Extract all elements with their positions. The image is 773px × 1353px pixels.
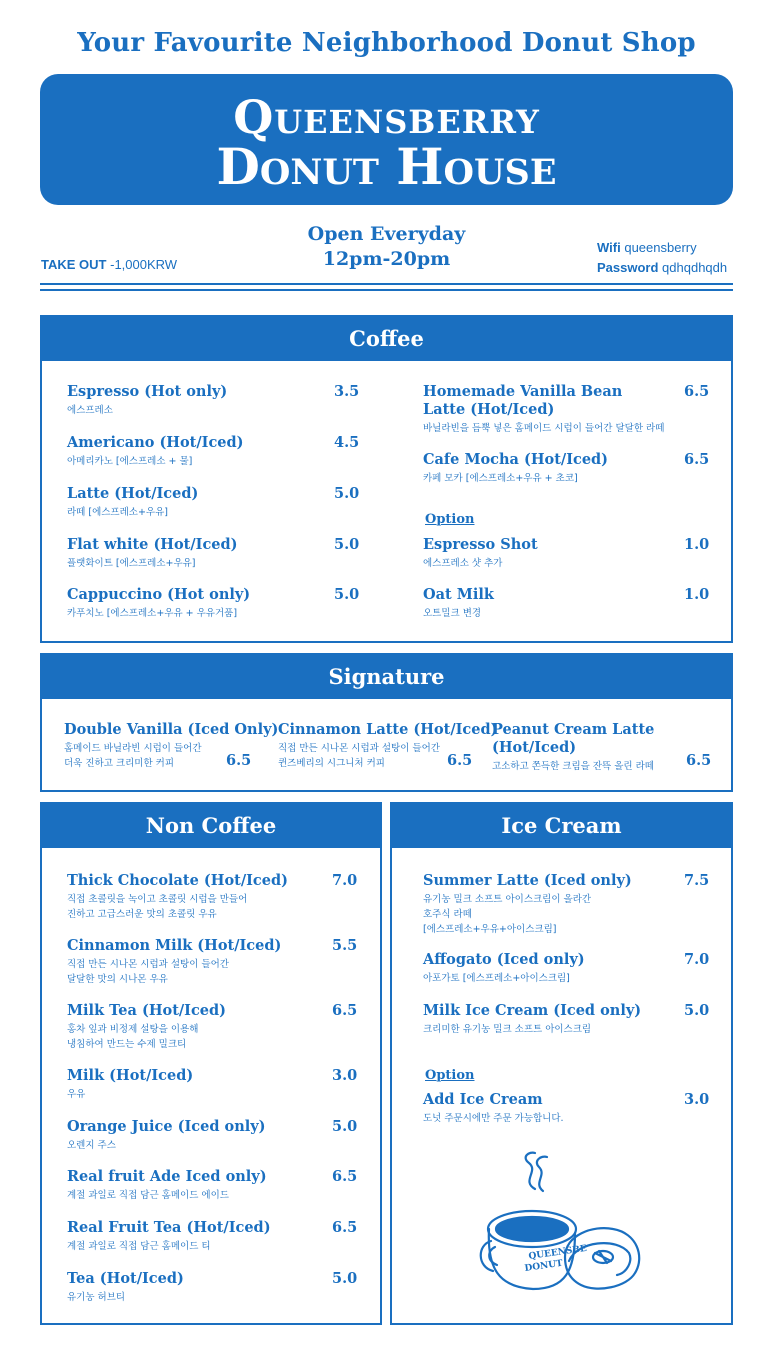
- menu-item: [423, 586, 494, 621]
- item-desc: 직접 만든 시나몬 시럽과 설탕이 들어간: [278, 743, 440, 754]
- takeout-value: -1,000KRW: [110, 257, 178, 272]
- menu-item: [67, 586, 250, 621]
- item-name: Orange Juice (Iced only): [67, 1118, 266, 1135]
- item-desc: 냉침하여 만드는 수제 밀크티: [67, 1039, 187, 1050]
- item-name: Affogato (Iced only): [423, 951, 585, 968]
- cup-text-2: DONUT: [524, 1258, 564, 1274]
- brand-banner: [40, 74, 733, 205]
- non-coffee-title: Non Coffee: [42, 804, 380, 848]
- item-desc: [에스프레소+우유+아이스크림]: [423, 924, 557, 935]
- item-name: Americano (Hot/Iced): [67, 434, 244, 451]
- item-desc: 카푸치노 [에스프레소+우유 + 우유거품]: [67, 608, 238, 619]
- item-price: 7.0: [684, 951, 710, 968]
- item-price: 3.5: [334, 383, 360, 400]
- menu-item: [423, 451, 608, 486]
- item-desc: 직접 초콜릿을 녹이고 초콜릿 시럽을 만들어: [67, 894, 248, 905]
- item-name: Espresso (Hot only): [67, 383, 228, 400]
- menu-item: [67, 434, 244, 469]
- item-desc: 플랫화이트 [에스프레소+우유]: [67, 558, 196, 569]
- item-name: Tea (Hot/Iced): [67, 1270, 184, 1287]
- takeout-info: [41, 257, 177, 272]
- item-price: 5.0: [332, 1118, 358, 1135]
- item-desc: 홍차 잎과 비정제 설탕을 이용해: [67, 1024, 199, 1035]
- item-name: Latte (Hot/Iced): [67, 485, 199, 502]
- item-price: 5.0: [334, 536, 360, 553]
- item-price: 7.0: [332, 872, 358, 889]
- item-name: Espresso Shot: [423, 536, 538, 553]
- item-desc: 아포가토 [에스프레소+아이스크림]: [423, 973, 570, 984]
- password-label: Password: [597, 260, 659, 275]
- brand-line-2: Donut House: [216, 137, 557, 196]
- wifi-label: Wifi: [597, 240, 621, 255]
- cup-text-1: QUEENSBE: [528, 1243, 588, 1262]
- item-desc: 바닐라빈을 듬뿍 넣은 홈메이드 시럽이 들어간 달달한 라떼: [423, 423, 665, 434]
- ice-cream-title: Ice Cream: [392, 804, 731, 848]
- item-desc: 홈메이드 바닐라빈 시럽이 들어간: [64, 743, 202, 754]
- menu-item: [67, 1118, 266, 1153]
- item-name: Milk (Hot/Iced): [67, 1067, 194, 1084]
- item-price: 6.5: [332, 1168, 358, 1185]
- item-desc: 크리미한 유기농 밀크 소프트 아이스크림: [423, 1024, 592, 1035]
- item-price: 5.0: [332, 1270, 358, 1287]
- signature-title: Signature: [42, 655, 731, 699]
- open-line-2: 12pm-20pm: [322, 248, 451, 270]
- item-desc: 호주식 라떼: [423, 909, 472, 920]
- item-desc: 고소하고 쫀득한 크림을 잔뜩 올린 라떼: [492, 761, 654, 772]
- item-price: 3.0: [684, 1091, 710, 1108]
- item-name: Double Vanilla (Iced Only): [64, 721, 279, 738]
- signature-section: [40, 653, 733, 792]
- item-name: Flat white (Hot/Iced): [67, 536, 238, 553]
- item-desc: 오트밀크 변경: [423, 608, 482, 619]
- item-price: 1.0: [684, 586, 710, 603]
- item-price: 6.5: [226, 752, 252, 769]
- item-price: 6.5: [332, 1219, 358, 1236]
- option-label: Option: [425, 1068, 475, 1083]
- item-name: Thick Chocolate (Hot/Iced): [67, 872, 288, 889]
- item-desc: 유기농 허브티: [67, 1292, 126, 1303]
- item-name: Cappuccino (Hot only): [67, 586, 251, 603]
- item-name: Summer Latte (Iced only): [423, 872, 632, 889]
- item-name: Milk Tea (Hot/Iced): [67, 1002, 227, 1019]
- item-desc: 퀸즈베리의 시그니처 커피: [278, 758, 385, 769]
- item-desc: 라떼 [에스프레소+우유]: [67, 507, 168, 518]
- item-desc: 계절 과일로 직접 담근 홈메이드 에이드: [67, 1190, 229, 1201]
- item-desc: 진하고 고급스러운 맛의 초콜릿 우유: [67, 909, 217, 920]
- item-price: 5.0: [684, 1002, 710, 1019]
- menu-item: [67, 536, 238, 571]
- item-desc: 에스프레소 샷 추가: [423, 558, 503, 569]
- item-price: 1.0: [684, 536, 710, 553]
- steam-icon: [526, 1153, 535, 1189]
- menu-item: [423, 872, 632, 937]
- non-coffee-section: [40, 802, 382, 1325]
- menu-item: [67, 1168, 267, 1203]
- item-price: 5.5: [332, 937, 358, 954]
- item-desc: 카페 모카 [에스프레소+우유 + 초코]: [423, 473, 578, 484]
- item-desc: 더욱 진하고 크리미한 커피: [64, 758, 175, 769]
- item-price: 6.5: [332, 1002, 358, 1019]
- opening-hours: [260, 222, 513, 272]
- ice-cream-section: [390, 802, 733, 1325]
- donut-icon: [565, 1228, 639, 1288]
- item-desc: 우유: [67, 1089, 86, 1100]
- menu-item: [423, 383, 668, 436]
- menu-item: [67, 937, 281, 987]
- item-price: 6.5: [684, 451, 710, 468]
- item-name: Real Fruit Tea (Hot/Iced): [67, 1219, 271, 1236]
- option-label: Option: [425, 512, 475, 527]
- menu-item: [67, 1002, 226, 1052]
- item-price: 5.0: [334, 485, 360, 502]
- item-name: Milk Ice Cream (Iced only): [423, 1002, 642, 1019]
- brand-line-1: Queensberry: [233, 90, 540, 144]
- item-desc: 달달한 맛의 시나몬 우유: [67, 974, 168, 985]
- item-desc: 도넛 주문시에만 주문 가능합니다.: [423, 1113, 564, 1124]
- divider-bottom: [40, 289, 733, 291]
- item-name: Cinnamon Milk (Hot/Iced): [67, 937, 282, 954]
- item-name: Add Ice Cream: [423, 1091, 543, 1108]
- menu-item: [67, 485, 198, 520]
- item-name: Peanut Cream Latte (Hot/Iced): [492, 721, 655, 756]
- menu-item: [67, 1219, 271, 1254]
- wifi-value: queensberry: [624, 240, 697, 255]
- menu-item: [423, 951, 585, 986]
- item-price: 4.5: [334, 434, 360, 451]
- open-line-1: Open Everyday: [307, 223, 466, 245]
- menu-item: [67, 1270, 184, 1305]
- item-price: 7.5: [684, 872, 710, 889]
- divider-top: [40, 283, 733, 285]
- item-price: 6.5: [447, 752, 473, 769]
- item-desc: 오렌지 주스: [67, 1140, 116, 1151]
- tagline: Your Favourite Neighborhood Donut Shop: [77, 28, 696, 58]
- item-desc: 유기농 밀크 소프트 아이스크림이 올라간: [423, 894, 592, 905]
- wifi-info: [597, 238, 727, 278]
- menu-item: [67, 1067, 193, 1102]
- item-desc: 직접 만든 시나몬 시럽과 설탕이 들어간: [67, 959, 229, 970]
- menu-item: [423, 1091, 564, 1126]
- item-price: 3.0: [332, 1067, 358, 1084]
- menu-item: [67, 872, 288, 922]
- menu-item: [423, 536, 538, 571]
- item-price: 6.5: [684, 383, 710, 400]
- item-name: Homemade Vanilla Bean Latte (Hot/Iced): [423, 383, 623, 418]
- menu-item: [67, 383, 227, 418]
- item-desc: 계절 과일로 직접 담근 홈메이드 티: [67, 1241, 211, 1252]
- password-value: qdhqdhqdh: [662, 260, 728, 275]
- item-name: Oat Milk: [423, 586, 494, 603]
- item-price: 6.5: [686, 752, 712, 769]
- item-name: Cafe Mocha (Hot/Iced): [423, 451, 609, 468]
- item-name: Real fruit Ade Iced only): [67, 1168, 267, 1185]
- cup-and-donut-illustration: [477, 1149, 652, 1299]
- item-desc: 에스프레소: [67, 405, 113, 416]
- item-name: Cinnamon Latte (Hot/Iced): [278, 721, 498, 738]
- takeout-label: TAKE OUT: [41, 257, 107, 272]
- coffee-title: Coffee: [42, 317, 731, 361]
- item-price: 5.0: [334, 586, 360, 603]
- menu-item: [423, 1002, 641, 1037]
- coffee-section: [40, 315, 733, 643]
- item-desc: 아메리카노 [에스프레소 + 물]: [67, 456, 193, 467]
